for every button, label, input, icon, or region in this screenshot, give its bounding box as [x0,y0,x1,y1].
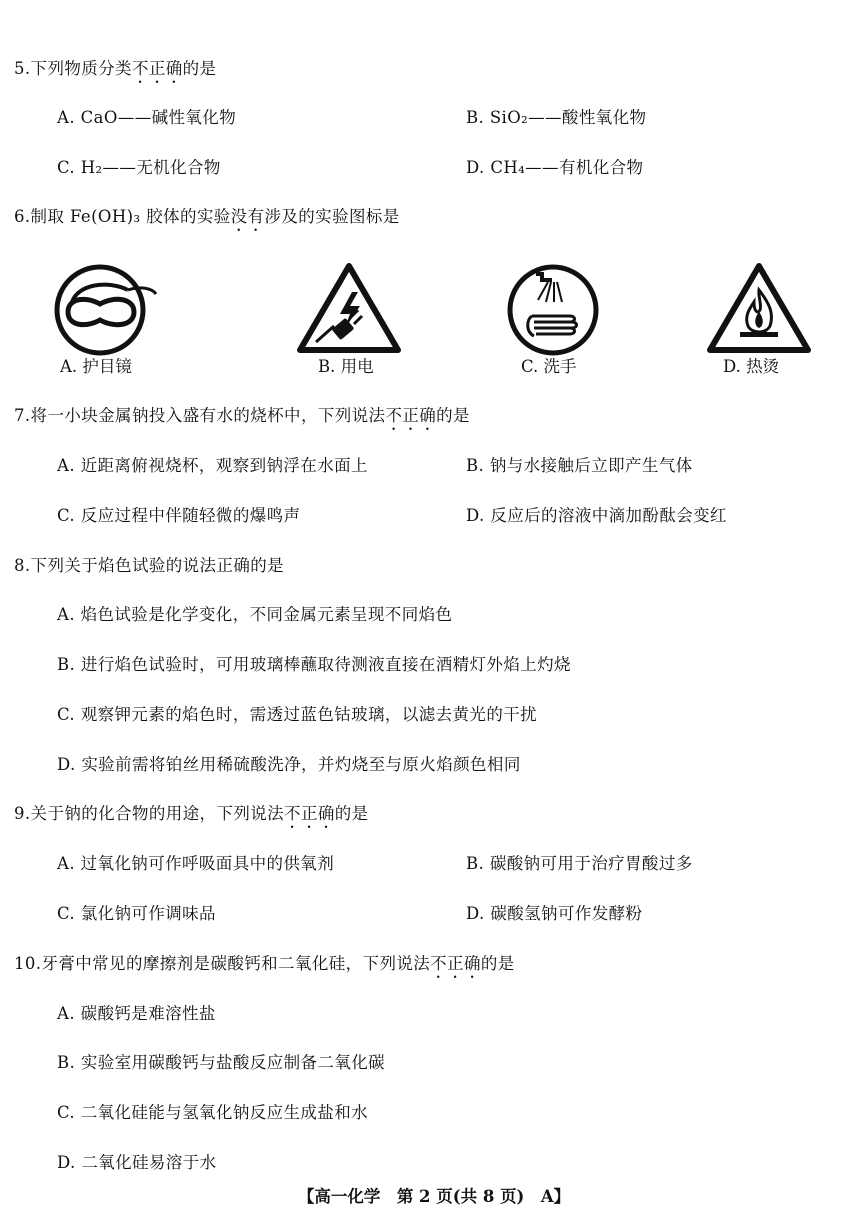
q9-option-a: A. 过氧化钠可作呼吸面具中的供氧剂 [57,854,335,873]
q9-option-d: D. 碳酸氢钠可作发酵粉 [466,904,643,923]
q8-option-b: B. 进行焰色试验时，可用玻璃棒蘸取待测液直接在酒精灯外焰上灼烧 [57,655,571,674]
emphasis-text: 不正确 [131,59,183,78]
goggles-icon [48,260,158,356]
q5-option-d: D. CH₄——有机化合物 [466,158,644,177]
page-footer: 【高一化学 第 2 页(共 8 页) A】 [297,1187,571,1206]
icon-caption-d: D. 热烫 [723,357,780,376]
hot-surface-icon [704,260,814,356]
emphasis-text: 不正确 [430,954,481,973]
icon-caption-b: B. 用电 [318,357,374,376]
q8-option-a: A. 焰色试验是化学变化，不同金属元素呈现不同焰色 [57,605,453,624]
question-7-stem: 7.将一小块金属钠投入盛有水的烧杯中，下列说法不正确的是 [14,406,470,425]
icon-caption-a: A. 护目镜 [60,357,132,376]
q7-option-c: C. 反应过程中伴随轻微的爆鸣声 [57,506,301,525]
q10-option-a: A. 碳酸钙是难溶性盐 [57,1004,216,1023]
hand-washing-icon [498,260,608,356]
q10-option-d: D. 二氧化硅易溶于水 [57,1153,217,1172]
emphasis-text: 不正确 [385,406,437,425]
icon-caption-c: C. 洗手 [521,357,577,376]
question-9-stem: 9.关于钠的化合物的用途，下列说法不正确的是 [14,804,369,823]
q7-option-d: D. 反应后的溶液中滴加酚酞会变红 [466,506,727,525]
q5-option-b: B. SiO₂——酸性氧化物 [466,108,647,127]
emphasis-text: 没有 [230,207,265,226]
question-10-stem: 10.牙膏中常见的摩擦剂是碳酸钙和二氧化硅，下列说法不正确的是 [14,954,515,973]
question-6-stem: 6.制取 Fe(OH)₃ 胶体的实验没有涉及的实验图标是 [14,207,400,226]
q10-option-c: C. 二氧化硅能与氢氧化钠反应生成盐和水 [57,1103,369,1122]
q7-option-a: A. 近距离俯视烧杯，观察到钠浮在水面上 [57,456,368,475]
question-8-stem: 8.下列关于焰色试验的说法正确的是 [14,556,285,575]
q7-option-b: B. 钠与水接触后立即产生气体 [466,456,693,475]
electricity-icon [294,260,404,356]
q8-option-c: C. 观察钾元素的焰色时，需透过蓝色钴玻璃，以滤去黄光的干扰 [57,705,538,724]
question-5-stem: 5.下列物质分类不正确的是 [14,59,217,78]
q10-option-b: B. 实验室用碳酸钙与盐酸反应制备二氧化碳 [57,1053,386,1072]
q5-option-c: C. H₂——无机化合物 [57,158,221,177]
q9-option-c: C. 氯化钠可作调味品 [57,904,216,923]
q9-option-b: B. 碳酸钠可用于治疗胃酸过多 [466,854,693,873]
emphasis-text: 不正确 [284,804,335,823]
q8-option-d: D. 实验前需将铂丝用稀硫酸洗净，并灼烧至与原火焰颜色相同 [57,755,521,774]
q5-option-a: A. CaO——碱性氧化物 [57,108,237,127]
